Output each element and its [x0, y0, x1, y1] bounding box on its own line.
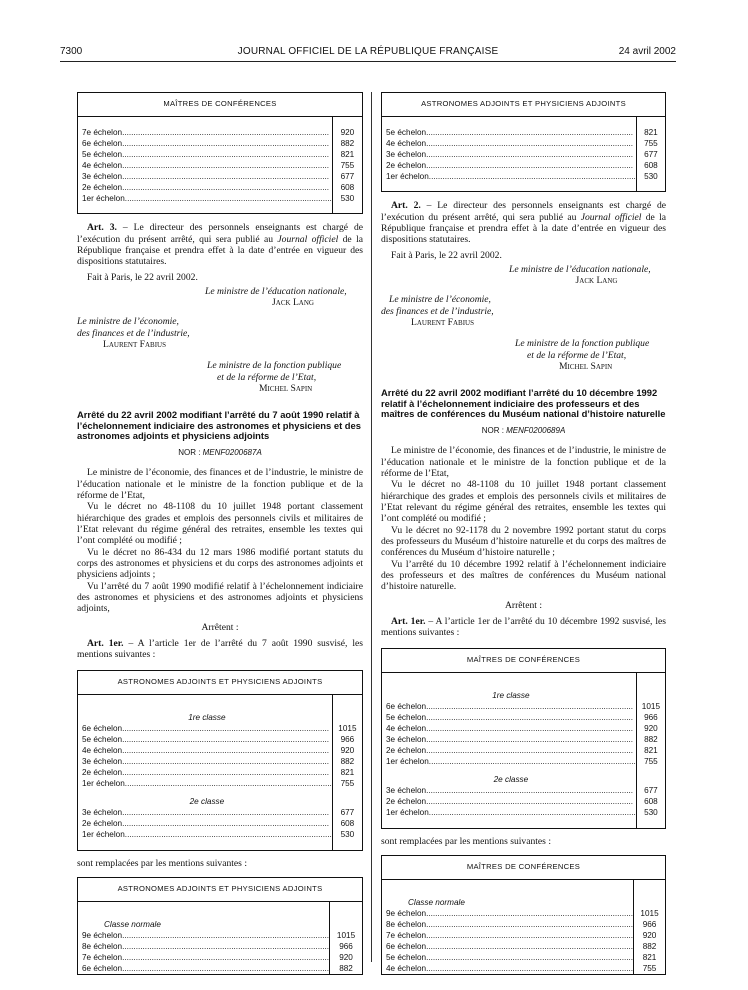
- table-row: [382, 701, 666, 712]
- echelon-label: 5e échelon: [386, 713, 427, 723]
- decree-title: Arrêté du 22 avril 2002 modifiant l’arrêté du 10 décembre 1992 relatif à l’échelonnement indiciaire des professeurs et des maîtres de conférences du Muséum national d’histoire naturelle: [381, 387, 666, 420]
- echelon-label: 2e échelon: [82, 182, 123, 192]
- sig-role: Le ministre de l’économie,: [389, 294, 491, 306]
- replacement-note: sont remplacées par les mentions suivantes :: [77, 857, 247, 869]
- echelon-label: 5e échelon: [82, 149, 123, 159]
- article-3: [77, 222, 363, 267]
- article-1: [77, 638, 363, 661]
- index-value: 882: [339, 963, 353, 973]
- nor-label: NOR :: [178, 447, 203, 457]
- left-column: [77, 92, 363, 975]
- echelon-label: 8e échelon: [82, 941, 123, 951]
- journal-officiel-ref: Journal officiel: [277, 233, 339, 245]
- article-1: [381, 616, 666, 639]
- table-row: [382, 712, 666, 723]
- table-row: [382, 963, 666, 975]
- sig-role: et de la réforme de l’Etat,: [527, 349, 627, 361]
- echelon-label: 1er échelon: [82, 779, 125, 789]
- class-label: 2e classe: [382, 767, 637, 785]
- sig-role: Le ministre de l’éducation nationale,: [205, 285, 347, 297]
- table-row: [78, 778, 363, 789]
- table-row: [382, 127, 666, 138]
- table-heading: ASTRONOMES ADJOINTS ET PHYSICIENS ADJOINTS: [78, 671, 363, 695]
- index-value: 1015: [336, 930, 356, 940]
- table-row: [78, 723, 363, 734]
- table-row: [78, 138, 363, 149]
- class-label: 2e classe: [78, 789, 333, 807]
- table-astronomes-new: [77, 877, 363, 975]
- sig-name: Jack Lang: [272, 297, 314, 309]
- index-value: 608: [644, 797, 658, 807]
- index-value: 530: [644, 808, 658, 818]
- table-row: [382, 796, 666, 807]
- class-label: Classe normale: [78, 912, 330, 930]
- sig-role: des finances et de l’industrie,: [381, 305, 494, 317]
- echelon-label: 9e échelon: [386, 908, 427, 918]
- preamble-vu-2: Vu le décret no 92-1178 du 2 novembre 1992 portant statut du corps des professeurs du Muséum d’histoire naturelle et du corps des maîtres de conférences du Muséum d’histoire naturelle ;: [381, 524, 666, 559]
- sig-role: Le ministre de la fonction publique: [515, 338, 650, 350]
- preamble-vu-1: Vu le décret no 48-1108 du 10 juillet 1948 portant classement hiérarchique des grades et emplois des personnels civils et militaires de l’Etat relevant du régime général des retraites, ensemble les textes qui l’ont complété ou modifié ;: [381, 479, 666, 525]
- preamble-ministers: Le ministre de l’économie, des finances et de l’industrie, le ministre de l’éducation nationale et le ministre de la fonction publique et de la réforme de l’Etat,: [77, 467, 363, 502]
- table-row: [382, 756, 666, 767]
- index-value: 1015: [641, 702, 661, 712]
- article-1-text: – A l’article 1er de l’arrêté du 10 décembre 1992 susvisé, les mentions suivantes :: [381, 615, 666, 639]
- index-value: 882: [340, 757, 355, 767]
- signature-fonction-publique: [381, 338, 666, 372]
- fait-a-paris: Fait à Paris, le 22 avril 2002.: [391, 249, 502, 261]
- article-1-label: Art. 1er.: [87, 637, 124, 649]
- article-2-label: Art. 2.: [391, 200, 421, 212]
- index-value: 530: [340, 830, 355, 840]
- sig-role: Le ministre de la fonction publique: [207, 360, 342, 372]
- index-value: 966: [644, 713, 658, 723]
- table-row: [382, 138, 666, 149]
- table-row: [78, 160, 363, 171]
- nor-reference: [77, 448, 363, 457]
- echelon-label: 2e échelon: [386, 746, 427, 756]
- fait-a-paris: Fait à Paris, le 22 avril 2002.: [87, 271, 198, 283]
- signature-education: [381, 264, 666, 287]
- index-value: 677: [644, 149, 658, 159]
- article-3-label: Art. 3.: [87, 222, 117, 234]
- journal-officiel-ref: Journal officiel: [580, 211, 642, 223]
- index-value: 882: [644, 735, 658, 745]
- article-2-text: – Le directeur des personnels enseignants est chargé de l’exécution du présent arrêté, qui sera publié au: [381, 200, 666, 223]
- table-row: [78, 745, 363, 756]
- table-row: [382, 734, 666, 745]
- sig-name: Laurent Fabius: [411, 317, 474, 329]
- echelon-label: 2e échelon: [386, 797, 427, 807]
- index-value: 920: [644, 724, 658, 734]
- index-value: 821: [340, 149, 355, 159]
- preamble-vu-3: Vu l’arrêté du 10 décembre 1992 relatif à l’échelonnement indiciaire des professeurs et des maîtres de conférences du Muséum national d’histoire naturelle.: [381, 558, 666, 593]
- table-row: [382, 160, 666, 171]
- index-value: 608: [340, 819, 355, 829]
- table-astronomes-end: [381, 92, 666, 192]
- echelon-label: 2e échelon: [386, 160, 427, 170]
- table-row: [382, 745, 666, 756]
- table-maitres-conferences-end: [77, 92, 363, 214]
- index-value: 677: [644, 786, 658, 796]
- table-heading: MAÎTRES DE CONFÉRENCES: [382, 649, 666, 673]
- signature-education: [77, 286, 363, 309]
- table-heading: ASTRONOMES ADJOINTS ET PHYSICIENS ADJOINTS: [382, 93, 666, 117]
- table-row: [78, 963, 363, 975]
- echelon-label: 2e échelon: [82, 768, 123, 778]
- index-value: 920: [642, 930, 657, 940]
- index-value: 966: [642, 919, 657, 929]
- index-value: 966: [340, 735, 355, 745]
- table-row: [382, 785, 666, 796]
- echelon-label: 4e échelon: [386, 138, 427, 148]
- table-heading: MAÎTRES DE CONFÉRENCES: [382, 856, 666, 880]
- index-value: 920: [339, 952, 353, 962]
- echelon-label: 3e échelon: [82, 808, 123, 818]
- table-row: [382, 908, 666, 919]
- table-row: [78, 171, 363, 182]
- index-value: 920: [340, 127, 355, 137]
- sig-name: Michel Sapin: [259, 383, 313, 395]
- sig-role: des finances et de l’industrie,: [77, 327, 190, 339]
- echelon-label: 6e échelon: [82, 963, 123, 973]
- index-value: 920: [340, 746, 355, 756]
- table-heading: MAÎTRES DE CONFÉRENCES: [78, 93, 363, 117]
- echelon-label: 4e échelon: [82, 160, 123, 170]
- echelon-label: 3e échelon: [386, 786, 427, 796]
- index-value: 755: [642, 963, 657, 973]
- echelon-label: 9e échelon: [82, 930, 123, 940]
- echelon-label: 3e échelon: [82, 757, 123, 767]
- decree-title: Arrêté du 22 avril 2002 modifiant l’arrêté du 7 août 1990 relatif à l’échelonnement indiciaire des astronomes et physiciens et des astronomes adjoints et physiciens adjoints: [77, 409, 361, 442]
- table-row: [78, 941, 363, 952]
- index-value: 608: [340, 182, 355, 192]
- class-label: Classe normale: [382, 890, 634, 908]
- table-row: [382, 919, 666, 930]
- article-3-end: de la République française et prendra effet à la date d’entrée en vigueur des dispositions statutaires.: [77, 233, 363, 268]
- echelon-label: 7e échelon: [386, 930, 427, 940]
- echelon-label: 4e échelon: [386, 963, 427, 973]
- index-value: 677: [340, 808, 355, 818]
- table-row: [382, 807, 666, 818]
- echelon-label: 5e échelon: [386, 127, 427, 137]
- table-astronomes-old: [77, 670, 363, 850]
- echelon-label: 7e échelon: [82, 127, 123, 137]
- echelon-label: 6e échelon: [386, 941, 427, 951]
- class-label: 1re classe: [382, 683, 637, 701]
- echelon-label: 5e échelon: [386, 952, 427, 962]
- nor-code: MENF0200687A: [202, 447, 262, 457]
- echelon-label: 1er échelon: [82, 193, 125, 203]
- table-row: [382, 149, 666, 160]
- index-value: 882: [642, 941, 657, 951]
- index-value: 755: [644, 757, 658, 767]
- echelon-label: 5e échelon: [82, 735, 123, 745]
- index-value: 608: [644, 160, 658, 170]
- table-row: [78, 818, 363, 829]
- table-row: [382, 952, 666, 963]
- index-value: 1015: [640, 908, 659, 918]
- index-value: 755: [644, 138, 658, 148]
- table-row: [78, 127, 363, 138]
- journal-title: JOURNAL OFFICIEL DE LA RÉPUBLIQUE FRANÇAISE: [237, 46, 499, 57]
- class-label: 1re classe: [78, 705, 333, 723]
- table-row: [78, 149, 363, 160]
- signature-economie: [381, 294, 666, 328]
- echelon-label: 6e échelon: [386, 702, 427, 712]
- article-1-label: Art. 1er.: [391, 615, 426, 627]
- index-value: 821: [642, 952, 657, 962]
- nor-reference: [381, 426, 666, 435]
- echelon-label: 6e échelon: [82, 138, 123, 148]
- table-heading: ASTRONOMES ADJOINTS ET PHYSICIENS ADJOINTS: [78, 878, 363, 902]
- table-row: [382, 171, 666, 182]
- echelon-label: 1er échelon: [386, 171, 429, 181]
- table-maitres-new: [381, 855, 666, 975]
- index-value: 530: [340, 193, 355, 203]
- table-row: [78, 829, 363, 840]
- replacement-note: sont remplacées par les mentions suivantes :: [381, 835, 551, 847]
- index-value: 821: [340, 768, 355, 778]
- sig-name: Michel Sapin: [559, 361, 613, 373]
- header-rule: [60, 61, 676, 62]
- echelon-label: 3e échelon: [386, 735, 427, 745]
- sig-role: Le ministre de l’éducation nationale,: [509, 263, 651, 275]
- index-value: 755: [340, 160, 355, 170]
- signature-fonction-publique: [77, 360, 363, 394]
- table-row: [382, 930, 666, 941]
- article-3-text: – Le directeur des personnels enseignants est chargé de l’exécution du présent arrêté, qui sera publié au: [77, 222, 364, 245]
- right-column: [381, 92, 666, 975]
- index-value: 821: [644, 127, 658, 137]
- column-separator: [371, 92, 372, 962]
- echelon-label: 1er échelon: [82, 830, 125, 840]
- echelon-label: 3e échelon: [386, 149, 427, 159]
- echelon-label: 3e échelon: [82, 171, 123, 181]
- table-row: [78, 182, 363, 193]
- preamble-vu-1: Vu le décret no 48-1108 du 10 juillet 1948 portant classement hiérarchique des grades et emplois des personnels civils et militaires de l’Etat relevant du régime général des retraites, ensemble les textes qui l’ont complété ou modifié ;: [77, 501, 363, 547]
- article-2-end: de la République française et prendra effet à la date d’entrée en vigueur des dispositions statutaires.: [381, 211, 667, 246]
- index-value: 821: [644, 746, 658, 756]
- index-value: 530: [644, 171, 658, 181]
- preamble-ministers: Le ministre de l’économie, des finances et de l’industrie, le ministre de l’éducation nationale et le ministre de la fonction publique et de la réforme de l’Etat,: [381, 445, 666, 480]
- table-row: [78, 930, 363, 941]
- page-number: 7300: [60, 46, 83, 57]
- preamble-vu-2: Vu le décret no 86-434 du 12 mars 1986 modifié portant statuts du corps des astronomes et physiciens et du corps des astronomes adjoints et physiciens adjoints ;: [77, 546, 363, 581]
- table-row: [78, 193, 363, 204]
- nor-code: MENF0200689A: [506, 425, 566, 435]
- table-row: [382, 723, 666, 734]
- echelon-label: 6e échelon: [82, 724, 123, 734]
- issue-date: 24 avril 2002: [618, 46, 676, 57]
- article-2: [381, 200, 666, 245]
- table-row: [78, 767, 363, 778]
- table-row: [78, 807, 363, 818]
- table-row: [382, 941, 666, 952]
- nor-label: NOR :: [481, 425, 507, 435]
- table-row: [78, 952, 363, 963]
- echelon-label: 1er échelon: [386, 757, 429, 767]
- echelon-label: 8e échelon: [386, 919, 427, 929]
- signature-economie: [77, 316, 363, 350]
- index-value: 1015: [338, 724, 357, 734]
- index-value: 882: [340, 138, 355, 148]
- echelon-label: 2e échelon: [82, 819, 123, 829]
- arretent: Arrêtent :: [504, 600, 543, 612]
- echelon-label: 1er échelon: [386, 808, 429, 818]
- sig-role: Le ministre de l’économie,: [77, 316, 179, 328]
- sig-role: et de la réforme de l’Etat,: [217, 371, 317, 383]
- table-maitres-old: [381, 648, 666, 828]
- echelon-label: 4e échelon: [386, 724, 427, 734]
- table-row: [78, 756, 363, 767]
- echelon-label: 4e échelon: [82, 746, 123, 756]
- table-row: [78, 734, 363, 745]
- echelon-label: 7e échelon: [82, 952, 123, 962]
- index-value: 966: [339, 941, 353, 951]
- preamble-vu-3: Vu l’arrêté du 7 août 1990 modifié relatif à l’échelonnement indiciaire des astronomes et physiciens et des astronomes adjoints et physiciens adjoints,: [77, 580, 363, 615]
- sig-name: Jack Lang: [575, 275, 618, 287]
- page-header: [60, 46, 676, 60]
- index-value: 677: [340, 171, 355, 181]
- arretent: Arrêtent :: [201, 622, 239, 634]
- article-1-text: – A l’article 1er de l’arrêté du 7 août 1990 susvisé, les mentions suivantes :: [77, 637, 364, 661]
- sig-name: Laurent Fabius: [103, 339, 166, 351]
- index-value: 755: [340, 779, 355, 789]
